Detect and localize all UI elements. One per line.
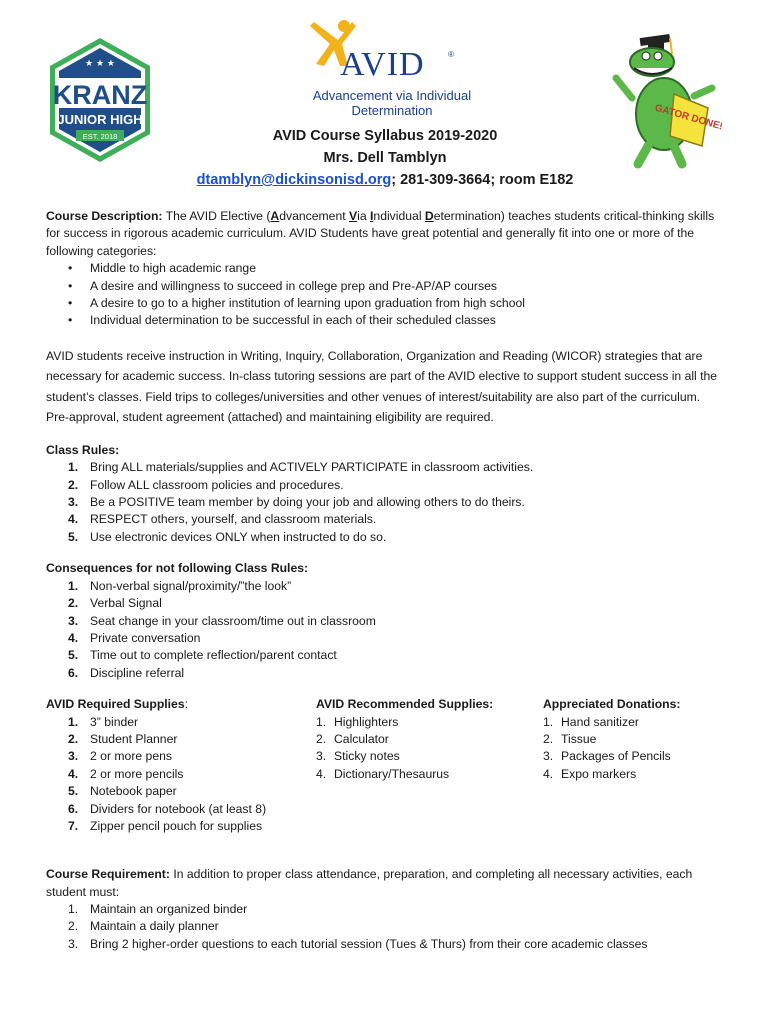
list-item: 6. Dividers for notebook (at least 8) [68,801,267,816]
kranz-logo-est: EST. 2018 [82,132,118,141]
donations-section [543,696,726,783]
list-item: 2. Maintain a daily planner [68,919,219,934]
class-rules-heading: Class Rules: [46,442,120,457]
list-item: 4. Expo markers [543,766,637,781]
course-requirement-section [46,866,726,953]
class-rules-list [46,459,726,546]
list-item: • Middle to high academic range [46,260,726,277]
consequences-heading: Consequences for not following Class Rules: [46,561,309,576]
kranz-logo-line2: JUNIOR HIGH [57,112,143,127]
list-item: 3. 2 or more pens [68,749,172,764]
supplies-columns [46,696,726,852]
kranz-logo-line1: KRANZ [52,80,148,110]
recommended-supplies-section [316,696,526,783]
recommended-supplies-heading: AVID Recommended Supplies: [316,697,494,712]
teacher-name: Mrs. Dell Tamblyn [323,150,447,166]
class-rules-section [46,442,726,546]
list-item: 4. RESPECT others, yourself, and classroom materials. [68,512,377,527]
list-item: 6. Discipline referral [68,665,185,680]
list-item: 4. 2 or more pencils [68,766,184,781]
list-item: 1. Maintain an organized binder [68,901,248,916]
avid-tagline-line2: Determination [351,103,433,118]
course-requirement-list [46,901,726,953]
list-item: 1. Non-verbal signal/proximity/”the look” [68,578,292,593]
list-item: 7. Zipper pencil pouch for supplies [68,818,263,833]
required-supplies-list [46,714,306,836]
required-supplies-section [46,696,306,835]
list-item: 2. Student Planner [68,731,178,746]
donations-list [543,714,726,784]
recommended-supplies-list [316,714,526,784]
list-item: • Individual determination to be successful in each of their scheduled classes [46,312,726,329]
list-item: 3. Seat change in your classroom/time out in classroom [68,613,376,628]
avid-logo-trademark: ® [448,50,454,59]
list-item: 5. Use electronic devices ONLY when instructed to do so. [68,529,387,544]
wicor-paragraph: AVID students receive instruction in Writing, Inquiry, Collaboration, Organization and Reading (WICOR) strategies that are necessary for academic success. In-class tutoring sessions are part of the AVID elective to support student success in all the student’s classes. Field trips to colleges/universities and other venues of interest/suitability are also part of the curriculum. Pre-approval, student agreement (attached) and maintaining eligibility are required. [46,348,718,425]
course-description-label: Course Description: [46,209,163,223]
avid-tagline-line1: Advancement via Individual [312,88,472,103]
list-item: 3. Be a POSITIVE team member by doing your job and allowing others to do theirs. [68,495,525,510]
list-item: 1. Highlighters [316,714,399,729]
contact-phone-room: ; 281-309-3664; room E182 [391,172,574,188]
avid-logo-word: AVID [340,46,425,83]
syllabus-body [46,208,726,953]
svg-text:★ ★ ★: ★ ★ ★ [85,59,115,69]
list-item: 1. Hand sanitizer [543,714,639,729]
course-requirement-label: Course Requirement: [46,867,170,882]
donations-heading: Appreciated Donations: [543,697,681,712]
list-item: 4. Dictionary/Thesaurus [316,766,450,781]
course-description: Course Description: The AVID Elective (Advancement Via Individual Determination) teaches students critical-thinking skills for success in rigorous academic curriculum. AVID Students have great potential and generally fit into one or more of the following categories: [46,209,715,258]
student-categories-list [46,260,726,330]
list-item: 2. Calculator [316,731,389,746]
list-item: • A desire and willingness to succeed in college prep and Pre-AP/AP courses [46,278,726,295]
teacher-email-link[interactable]: dtamblyn@dickinsonisd.org [196,172,392,188]
list-item: 2. Follow ALL classroom policies and procedures. [68,477,344,492]
list-item: 2. Tissue [543,731,597,746]
list-item: 3. Packages of Pencils [543,749,671,764]
list-item: 4. Private conversation [68,630,201,645]
gator-mascot-image [612,28,722,170]
list-item: 3. Sticky notes [316,749,400,764]
list-item: 5. Time out to complete reflection/parent contact [68,648,337,663]
list-item: 5. Notebook paper [68,784,177,799]
gator-badge-text: GATOR DONE! [653,102,722,133]
consequences-section [46,560,726,682]
list-item: 1. 3” binder [68,714,139,729]
consequences-list [46,578,726,682]
avid-logo [308,18,488,118]
contact-line [0,172,770,188]
syllabus-title: AVID Course Syllabus 2019-2020 [272,128,498,144]
required-supplies-heading: AVID Required Supplies: [46,697,188,712]
list-item: 3. Bring 2 higher-order questions to each tutorial session (Tues & Thurs) from their core academic classes [68,936,648,951]
list-item: 1. Bring ALL materials/supplies and ACTIVELY PARTICIPATE in classroom activities. [68,460,534,475]
kranz-junior-high-logo [46,36,154,164]
list-item: • A desire to go to a higher institution of learning upon graduation from high school [46,295,726,312]
course-requirement-intro: Course Requirement: In addition to proper class attendance, preparation, and completing all necessary activities, each student must: [46,867,693,899]
list-item: 2. Verbal Signal [68,596,162,611]
